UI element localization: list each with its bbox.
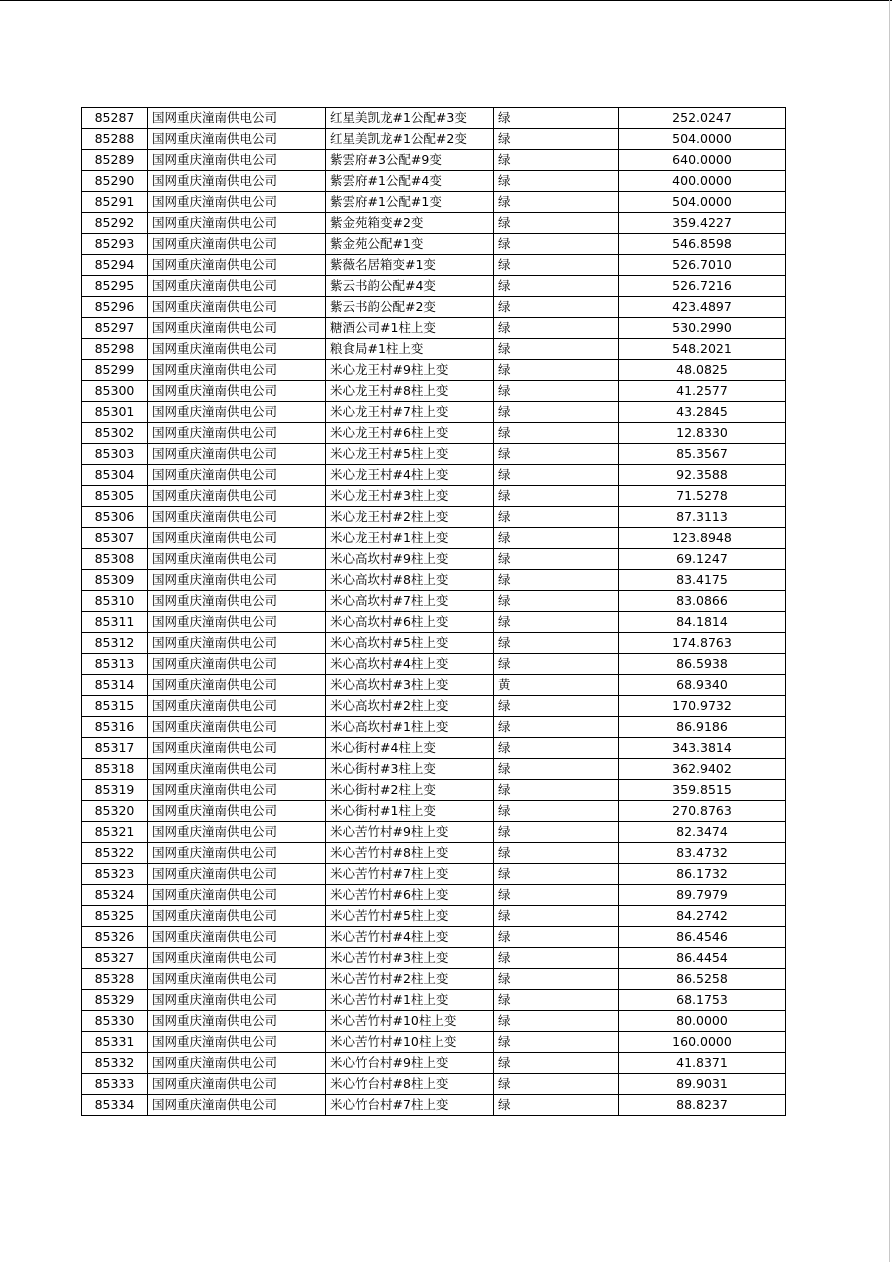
transformer-name-cell: 米心高坎村#9柱上变 (326, 549, 494, 570)
transformer-name-cell: 紫雲府#1公配#4变 (326, 171, 494, 192)
row-id-cell: 85288 (82, 129, 148, 150)
transformer-name-cell: 红星美凯龙#1公配#3变 (326, 108, 494, 129)
value-cell: 530.2990 (619, 318, 786, 339)
value-cell: 160.0000 (619, 1032, 786, 1053)
company-cell: 国网重庆潼南供电公司 (148, 633, 326, 654)
table-row (82, 717, 786, 738)
company-cell: 国网重庆潼南供电公司 (148, 591, 326, 612)
company-cell: 国网重庆潼南供电公司 (148, 780, 326, 801)
row-id-cell: 85302 (82, 423, 148, 444)
status-cell: 绿 (494, 402, 619, 423)
status-cell: 绿 (494, 1011, 619, 1032)
row-id-cell: 85333 (82, 1074, 148, 1095)
value-cell: 84.1814 (619, 612, 786, 633)
row-id-cell: 85307 (82, 528, 148, 549)
transformer-name-cell: 米心苦竹村#5柱上变 (326, 906, 494, 927)
row-id-cell: 85330 (82, 1011, 148, 1032)
value-cell: 546.8598 (619, 234, 786, 255)
company-cell: 国网重庆潼南供电公司 (148, 738, 326, 759)
value-cell: 362.9402 (619, 759, 786, 780)
table-row (82, 318, 786, 339)
table-row (82, 885, 786, 906)
company-cell: 国网重庆潼南供电公司 (148, 129, 326, 150)
company-cell: 国网重庆潼南供电公司 (148, 1074, 326, 1095)
status-cell: 绿 (494, 444, 619, 465)
transformer-name-cell: 米心苦竹村#7柱上变 (326, 864, 494, 885)
company-cell: 国网重庆潼南供电公司 (148, 675, 326, 696)
value-cell: 41.2577 (619, 381, 786, 402)
transformer-name-cell: 米心竹台村#7柱上变 (326, 1095, 494, 1116)
company-cell: 国网重庆潼南供电公司 (148, 444, 326, 465)
status-cell: 绿 (494, 864, 619, 885)
status-cell: 绿 (494, 570, 619, 591)
status-cell: 绿 (494, 1074, 619, 1095)
table-row (82, 801, 786, 822)
table-row (82, 927, 786, 948)
value-cell: 48.0825 (619, 360, 786, 381)
company-cell: 国网重庆潼南供电公司 (148, 570, 326, 591)
status-cell: 绿 (494, 969, 619, 990)
row-id-cell: 85318 (82, 759, 148, 780)
table-row (82, 108, 786, 129)
value-cell: 12.8330 (619, 423, 786, 444)
value-cell: 86.9186 (619, 717, 786, 738)
table-row (82, 675, 786, 696)
transformer-name-cell: 米心龙王村#8柱上变 (326, 381, 494, 402)
row-id-cell: 85305 (82, 486, 148, 507)
company-cell: 国网重庆潼南供电公司 (148, 969, 326, 990)
transformer-name-cell: 米心高坎村#1柱上变 (326, 717, 494, 738)
company-cell: 国网重庆潼南供电公司 (148, 1011, 326, 1032)
transformer-name-cell: 紫薇名居箱变#1变 (326, 255, 494, 276)
row-id-cell: 85312 (82, 633, 148, 654)
transformer-name-cell: 米心高坎村#5柱上变 (326, 633, 494, 654)
table-row (82, 528, 786, 549)
table-row (82, 864, 786, 885)
transformer-name-cell: 米心街村#1柱上变 (326, 801, 494, 822)
table-row (82, 423, 786, 444)
company-cell: 国网重庆潼南供电公司 (148, 717, 326, 738)
row-id-cell: 85320 (82, 801, 148, 822)
company-cell: 国网重庆潼南供电公司 (148, 360, 326, 381)
value-cell: 87.3113 (619, 507, 786, 528)
status-cell: 绿 (494, 465, 619, 486)
status-cell: 绿 (494, 1095, 619, 1116)
company-cell: 国网重庆潼南供电公司 (148, 654, 326, 675)
value-cell: 343.3814 (619, 738, 786, 759)
status-cell: 绿 (494, 591, 619, 612)
value-cell: 68.9340 (619, 675, 786, 696)
value-cell: 83.4175 (619, 570, 786, 591)
value-cell: 123.8948 (619, 528, 786, 549)
status-cell: 绿 (494, 801, 619, 822)
row-id-cell: 85303 (82, 444, 148, 465)
row-id-cell: 85306 (82, 507, 148, 528)
row-id-cell: 85321 (82, 822, 148, 843)
status-cell: 绿 (494, 654, 619, 675)
status-cell: 绿 (494, 780, 619, 801)
row-id-cell: 85327 (82, 948, 148, 969)
transformer-name-cell: 米心龙王村#7柱上变 (326, 402, 494, 423)
transformer-name-cell: 糖酒公司#1柱上变 (326, 318, 494, 339)
value-cell: 400.0000 (619, 171, 786, 192)
row-id-cell: 85325 (82, 906, 148, 927)
transformer-name-cell: 紫雲府#1公配#1变 (326, 192, 494, 213)
value-cell: 92.3588 (619, 465, 786, 486)
company-cell: 国网重庆潼南供电公司 (148, 486, 326, 507)
status-cell: 绿 (494, 759, 619, 780)
status-cell: 绿 (494, 507, 619, 528)
table-row (82, 906, 786, 927)
table-row (82, 507, 786, 528)
status-cell: 绿 (494, 948, 619, 969)
transformer-name-cell: 米心高坎村#7柱上变 (326, 591, 494, 612)
status-cell: 绿 (494, 990, 619, 1011)
table-body (82, 108, 786, 1116)
table-row (82, 822, 786, 843)
transformer-name-cell: 紫云书韵公配#2变 (326, 297, 494, 318)
table-row (82, 1032, 786, 1053)
status-cell: 绿 (494, 108, 619, 129)
company-cell: 国网重庆潼南供电公司 (148, 906, 326, 927)
value-cell: 89.9031 (619, 1074, 786, 1095)
status-cell: 绿 (494, 633, 619, 654)
row-id-cell: 85323 (82, 864, 148, 885)
value-cell: 68.1753 (619, 990, 786, 1011)
transformer-name-cell: 米心龙王村#6柱上变 (326, 423, 494, 444)
table-row (82, 969, 786, 990)
status-cell: 绿 (494, 528, 619, 549)
transformer-name-cell: 米心龙王村#9柱上变 (326, 360, 494, 381)
row-id-cell: 85311 (82, 612, 148, 633)
company-cell: 国网重庆潼南供电公司 (148, 465, 326, 486)
transformer-name-cell: 紫云书韵公配#4变 (326, 276, 494, 297)
row-id-cell: 85317 (82, 738, 148, 759)
value-cell: 88.8237 (619, 1095, 786, 1116)
transformer-name-cell: 紫金苑公配#1变 (326, 234, 494, 255)
status-cell: 绿 (494, 318, 619, 339)
value-cell: 252.0247 (619, 108, 786, 129)
status-cell: 绿 (494, 822, 619, 843)
transformer-name-cell: 米心苦竹村#2柱上变 (326, 969, 494, 990)
company-cell: 国网重庆潼南供电公司 (148, 1095, 326, 1116)
row-id-cell: 85310 (82, 591, 148, 612)
table-row (82, 591, 786, 612)
transformer-name-cell: 米心龙王村#4柱上变 (326, 465, 494, 486)
value-cell: 526.7010 (619, 255, 786, 276)
status-cell: 绿 (494, 1032, 619, 1053)
value-cell: 548.2021 (619, 339, 786, 360)
company-cell: 国网重庆潼南供电公司 (148, 549, 326, 570)
row-id-cell: 85300 (82, 381, 148, 402)
company-cell: 国网重庆潼南供电公司 (148, 297, 326, 318)
table-row (82, 1074, 786, 1095)
row-id-cell: 85334 (82, 1095, 148, 1116)
table-row (82, 1095, 786, 1116)
transformer-name-cell: 紫雲府#3公配#9变 (326, 150, 494, 171)
company-cell: 国网重庆潼南供电公司 (148, 528, 326, 549)
transformer-name-cell: 米心龙王村#1柱上变 (326, 528, 494, 549)
row-id-cell: 85314 (82, 675, 148, 696)
transformer-name-cell: 米心高坎村#4柱上变 (326, 654, 494, 675)
page-top-rule (0, 0, 892, 1)
row-id-cell: 85304 (82, 465, 148, 486)
table-row (82, 150, 786, 171)
status-cell: 绿 (494, 906, 619, 927)
row-id-cell: 85313 (82, 654, 148, 675)
table-row (82, 192, 786, 213)
status-cell: 绿 (494, 297, 619, 318)
table-row (82, 948, 786, 969)
value-cell: 504.0000 (619, 192, 786, 213)
company-cell: 国网重庆潼南供电公司 (148, 171, 326, 192)
table-row (82, 1053, 786, 1074)
company-cell: 国网重庆潼南供电公司 (148, 990, 326, 1011)
table-row (82, 696, 786, 717)
row-id-cell: 85319 (82, 780, 148, 801)
transformer-name-cell: 紫金苑箱变#2变 (326, 213, 494, 234)
status-cell: 绿 (494, 339, 619, 360)
company-cell: 国网重庆潼南供电公司 (148, 948, 326, 969)
table-row (82, 633, 786, 654)
status-cell: 绿 (494, 192, 619, 213)
company-cell: 国网重庆潼南供电公司 (148, 423, 326, 444)
status-cell: 绿 (494, 927, 619, 948)
value-cell: 170.9732 (619, 696, 786, 717)
value-cell: 89.7979 (619, 885, 786, 906)
page-right-edge (889, 0, 890, 1262)
table-row (82, 570, 786, 591)
status-cell: 绿 (494, 255, 619, 276)
transformer-name-cell: 米心苦竹村#10柱上变 (326, 1032, 494, 1053)
value-cell: 69.1247 (619, 549, 786, 570)
transformer-name-cell: 米心苦竹村#8柱上变 (326, 843, 494, 864)
table-row (82, 759, 786, 780)
transformer-name-cell: 米心街村#3柱上变 (326, 759, 494, 780)
transformer-name-cell: 米心苦竹村#3柱上变 (326, 948, 494, 969)
table-row (82, 276, 786, 297)
value-cell: 86.4454 (619, 948, 786, 969)
status-cell: 绿 (494, 696, 619, 717)
transformer-name-cell: 米心苦竹村#4柱上变 (326, 927, 494, 948)
table-row (82, 549, 786, 570)
row-id-cell: 85329 (82, 990, 148, 1011)
company-cell: 国网重庆潼南供电公司 (148, 402, 326, 423)
company-cell: 国网重庆潼南供电公司 (148, 801, 326, 822)
row-id-cell: 85294 (82, 255, 148, 276)
value-cell: 423.4897 (619, 297, 786, 318)
table-row (82, 738, 786, 759)
value-cell: 174.8763 (619, 633, 786, 654)
row-id-cell: 85326 (82, 927, 148, 948)
company-cell: 国网重庆潼南供电公司 (148, 381, 326, 402)
value-cell: 640.0000 (619, 150, 786, 171)
company-cell: 国网重庆潼南供电公司 (148, 1053, 326, 1074)
transformer-name-cell: 米心苦竹村#9柱上变 (326, 822, 494, 843)
table-row (82, 402, 786, 423)
transformer-name-cell: 米心高坎村#6柱上变 (326, 612, 494, 633)
company-cell: 国网重庆潼南供电公司 (148, 276, 326, 297)
transformer-name-cell: 米心龙王村#2柱上变 (326, 507, 494, 528)
status-cell: 绿 (494, 234, 619, 255)
table-row (82, 780, 786, 801)
row-id-cell: 85295 (82, 276, 148, 297)
status-cell: 绿 (494, 486, 619, 507)
status-cell: 绿 (494, 612, 619, 633)
transformer-name-cell: 米心街村#2柱上变 (326, 780, 494, 801)
value-cell: 43.2845 (619, 402, 786, 423)
company-cell: 国网重庆潼南供电公司 (148, 255, 326, 276)
value-cell: 41.8371 (619, 1053, 786, 1074)
row-id-cell: 85291 (82, 192, 148, 213)
value-cell: 82.3474 (619, 822, 786, 843)
row-id-cell: 85289 (82, 150, 148, 171)
company-cell: 国网重庆潼南供电公司 (148, 108, 326, 129)
table-row (82, 255, 786, 276)
row-id-cell: 85293 (82, 234, 148, 255)
value-cell: 86.5258 (619, 969, 786, 990)
table-row (82, 213, 786, 234)
status-cell: 绿 (494, 717, 619, 738)
value-cell: 85.3567 (619, 444, 786, 465)
row-id-cell: 85297 (82, 318, 148, 339)
status-cell: 绿 (494, 738, 619, 759)
company-cell: 国网重庆潼南供电公司 (148, 213, 326, 234)
company-cell: 国网重庆潼南供电公司 (148, 339, 326, 360)
company-cell: 国网重庆潼南供电公司 (148, 507, 326, 528)
value-cell: 359.4227 (619, 213, 786, 234)
table-row (82, 612, 786, 633)
transformer-name-cell: 米心竹台村#8柱上变 (326, 1074, 494, 1095)
value-cell: 80.0000 (619, 1011, 786, 1032)
table-row (82, 381, 786, 402)
value-cell: 71.5278 (619, 486, 786, 507)
value-cell: 83.4732 (619, 843, 786, 864)
transformer-name-cell: 米心苦竹村#10柱上变 (326, 1011, 494, 1032)
status-cell: 绿 (494, 843, 619, 864)
table-row (82, 339, 786, 360)
row-id-cell: 85296 (82, 297, 148, 318)
transformer-name-cell: 米心苦竹村#6柱上变 (326, 885, 494, 906)
company-cell: 国网重庆潼南供电公司 (148, 759, 326, 780)
transformer-name-cell: 米心高坎村#2柱上变 (326, 696, 494, 717)
transformer-name-cell: 米心高坎村#8柱上变 (326, 570, 494, 591)
row-id-cell: 85324 (82, 885, 148, 906)
row-id-cell: 85316 (82, 717, 148, 738)
table-row (82, 465, 786, 486)
status-cell: 绿 (494, 381, 619, 402)
company-cell: 国网重庆潼南供电公司 (148, 927, 326, 948)
value-cell: 86.4546 (619, 927, 786, 948)
value-cell: 359.8515 (619, 780, 786, 801)
value-cell: 83.0866 (619, 591, 786, 612)
table-row (82, 486, 786, 507)
row-id-cell: 85301 (82, 402, 148, 423)
table-row (82, 843, 786, 864)
status-cell: 绿 (494, 549, 619, 570)
company-cell: 国网重庆潼南供电公司 (148, 150, 326, 171)
transformer-data-table (81, 107, 786, 1116)
table-row (82, 444, 786, 465)
status-cell: 绿 (494, 885, 619, 906)
transformer-name-cell: 红星美凯龙#1公配#2变 (326, 129, 494, 150)
company-cell: 国网重庆潼南供电公司 (148, 192, 326, 213)
table-row (82, 990, 786, 1011)
value-cell: 526.7216 (619, 276, 786, 297)
row-id-cell: 85322 (82, 843, 148, 864)
status-cell: 绿 (494, 129, 619, 150)
row-id-cell: 85299 (82, 360, 148, 381)
value-cell: 86.5938 (619, 654, 786, 675)
status-cell: 绿 (494, 423, 619, 444)
company-cell: 国网重庆潼南供电公司 (148, 696, 326, 717)
status-cell: 绿 (494, 150, 619, 171)
transformer-name-cell: 粮食局#1柱上变 (326, 339, 494, 360)
status-cell: 绿 (494, 276, 619, 297)
table-row (82, 171, 786, 192)
company-cell: 国网重庆潼南供电公司 (148, 234, 326, 255)
table-row (82, 360, 786, 381)
row-id-cell: 85290 (82, 171, 148, 192)
table-row (82, 234, 786, 255)
value-cell: 86.1732 (619, 864, 786, 885)
row-id-cell: 85292 (82, 213, 148, 234)
row-id-cell: 85315 (82, 696, 148, 717)
row-id-cell: 85308 (82, 549, 148, 570)
value-cell: 270.8763 (619, 801, 786, 822)
transformer-name-cell: 米心龙王村#3柱上变 (326, 486, 494, 507)
company-cell: 国网重庆潼南供电公司 (148, 822, 326, 843)
transformer-name-cell: 米心竹台村#9柱上变 (326, 1053, 494, 1074)
table-row (82, 654, 786, 675)
value-cell: 504.0000 (619, 129, 786, 150)
row-id-cell: 85332 (82, 1053, 148, 1074)
company-cell: 国网重庆潼南供电公司 (148, 1032, 326, 1053)
transformer-name-cell: 米心街村#4柱上变 (326, 738, 494, 759)
status-cell: 绿 (494, 360, 619, 381)
company-cell: 国网重庆潼南供电公司 (148, 885, 326, 906)
row-id-cell: 85331 (82, 1032, 148, 1053)
company-cell: 国网重庆潼南供电公司 (148, 843, 326, 864)
transformer-name-cell: 米心高坎村#3柱上变 (326, 675, 494, 696)
status-cell: 绿 (494, 213, 619, 234)
company-cell: 国网重庆潼南供电公司 (148, 612, 326, 633)
status-cell: 黄 (494, 675, 619, 696)
company-cell: 国网重庆潼南供电公司 (148, 864, 326, 885)
table-row (82, 297, 786, 318)
row-id-cell: 85328 (82, 969, 148, 990)
company-cell: 国网重庆潼南供电公司 (148, 318, 326, 339)
row-id-cell: 85298 (82, 339, 148, 360)
row-id-cell: 85287 (82, 108, 148, 129)
row-id-cell: 85309 (82, 570, 148, 591)
status-cell: 绿 (494, 1053, 619, 1074)
table-row (82, 1011, 786, 1032)
value-cell: 84.2742 (619, 906, 786, 927)
transformer-name-cell: 米心龙王村#5柱上变 (326, 444, 494, 465)
status-cell: 绿 (494, 171, 619, 192)
table-row (82, 129, 786, 150)
transformer-name-cell: 米心苦竹村#1柱上变 (326, 990, 494, 1011)
